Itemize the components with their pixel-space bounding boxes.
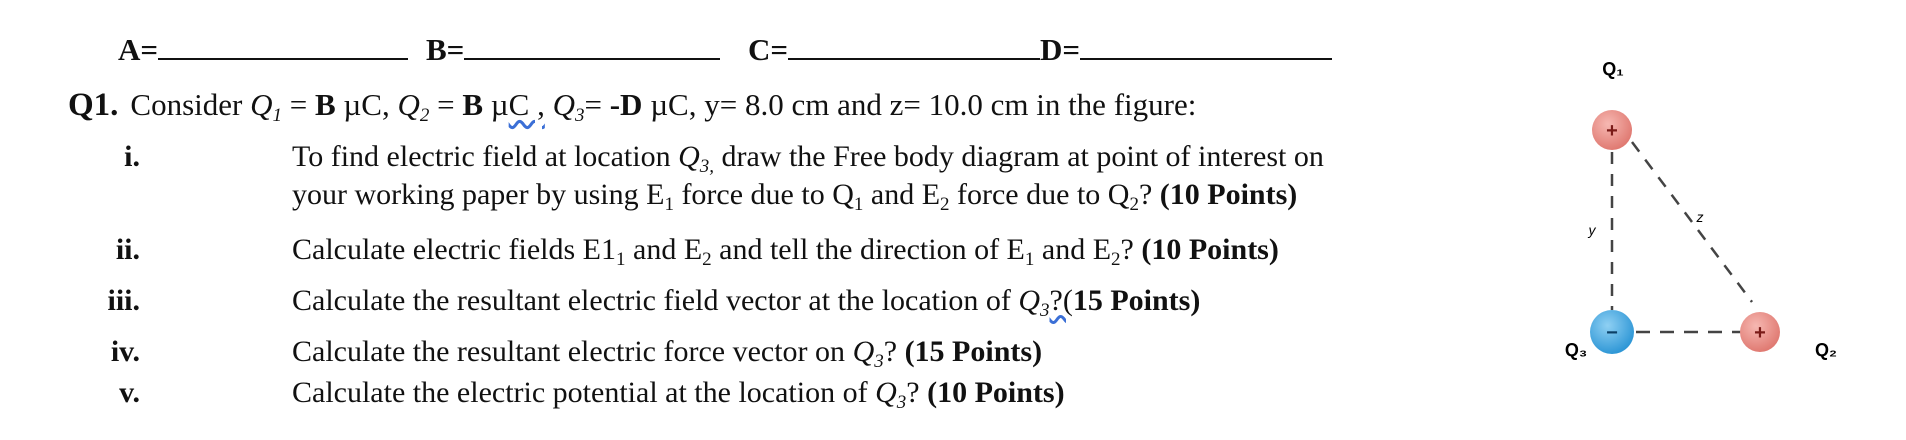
item-number: i.: [124, 140, 140, 173]
item-text: and E: [863, 178, 941, 211]
item-text-line: [292, 376, 1065, 414]
points-label: (10 Points): [1141, 233, 1279, 266]
q2-symbol: Q: [397, 87, 420, 122]
subscript: 2: [702, 249, 712, 270]
answer-c-label: C=: [748, 32, 789, 67]
answer-a: [118, 32, 408, 68]
q3-symbol: Q: [678, 140, 700, 173]
question-text: µC,: [335, 87, 398, 122]
spellcheck-underlined-text: C ,: [508, 87, 545, 122]
item-text: ?: [1120, 233, 1142, 266]
q3-symbol: Q: [852, 335, 875, 368]
q3-subscript: 3: [874, 351, 884, 372]
item-text: and tell the direction of E: [711, 233, 1025, 266]
item-text: Calculate electric fields E1: [292, 233, 617, 266]
q2-subscript: 2: [419, 105, 430, 126]
q3-subscript: 3: [574, 105, 585, 126]
item-text: force due to Q: [949, 178, 1130, 211]
item-text: and E: [1034, 233, 1112, 266]
q1-label: Q₁: [1602, 59, 1624, 79]
points-label: (10 Points): [927, 376, 1065, 409]
item-text: Calculate the resultant electric field vector at the location of: [292, 284, 1019, 317]
subscript: 1: [1024, 249, 1035, 270]
subscript: 2: [1111, 249, 1121, 270]
variable-b: B: [314, 87, 336, 122]
subscript: 1: [853, 194, 864, 215]
question-text: =: [282, 87, 315, 122]
subscript: 2: [940, 194, 950, 215]
subscript: 1: [616, 249, 626, 270]
question-statement: [68, 87, 1196, 127]
q3-symbol: Q: [875, 376, 897, 409]
item-text: force due to Q: [673, 178, 854, 211]
plus-icon: +: [1754, 322, 1766, 344]
item-number: ii.: [115, 233, 140, 266]
q3-subscript: 3,: [699, 156, 714, 177]
q3-subscript: 3: [1040, 300, 1050, 321]
answer-b-blank[interactable]: [464, 32, 720, 60]
answer-a-blank[interactable]: [158, 32, 408, 60]
q3-symbol: Q: [552, 87, 575, 122]
item-text: ?: [906, 376, 928, 409]
q1-subscript: 1: [272, 105, 282, 126]
q2-label: Q₂: [1815, 340, 1837, 360]
q3-subscript: 3: [896, 392, 907, 413]
answer-c: [748, 32, 1040, 68]
item-number: v.: [119, 376, 140, 409]
item-text-line: [292, 140, 1324, 178]
points-label: 15 Points): [1072, 284, 1201, 317]
variable-b: B: [462, 87, 484, 122]
item-text: ?: [883, 335, 905, 368]
plus-icon: +: [1606, 120, 1618, 142]
q2-charge: [1740, 312, 1780, 352]
question-number: Q1.: [68, 87, 119, 123]
question-text: Consider: [130, 87, 251, 122]
answer-b: [426, 32, 720, 68]
question-text: =: [429, 87, 463, 122]
question-text: [545, 87, 553, 122]
item-text-line: [292, 335, 1042, 373]
subscript: 1: [664, 194, 674, 215]
answer-d: [1040, 32, 1332, 68]
points-label: (10 Points): [1159, 178, 1298, 211]
item-number: iv.: [110, 335, 140, 368]
answer-d-blank[interactable]: [1080, 32, 1332, 60]
item-number: iii.: [107, 284, 140, 317]
item-text: Calculate the resultant electric force vector on: [292, 335, 853, 368]
item-text: ?(: [1049, 284, 1073, 317]
q3-label: Q₃: [1564, 340, 1588, 360]
question-text: µ: [483, 87, 509, 122]
answer-a-label: A=: [118, 32, 159, 67]
item-text-line: [292, 284, 1200, 322]
subscript: 2: [1129, 194, 1139, 215]
q1-charge: [1592, 110, 1632, 150]
y-label: y: [1588, 222, 1596, 238]
q3-charge: [1590, 310, 1634, 354]
z-label: z: [1696, 209, 1704, 225]
charge-diagram: [1530, 40, 1890, 400]
item-text: To find electric field at location: [292, 140, 679, 173]
item-text: draw the Free body diagram at point of interest on: [714, 140, 1324, 173]
item-text: Calculate the electric potential at the location of: [292, 376, 876, 409]
answer-d-label: D=: [1040, 32, 1081, 67]
item-text: ?: [1138, 178, 1160, 211]
item-text-line: [292, 233, 1279, 271]
question-text: µC, y= 8.0 cm and z= 10.0 cm in the figure:: [642, 87, 1197, 122]
q3-symbol: Q: [1018, 284, 1041, 317]
minus-icon: −: [1606, 322, 1618, 344]
points-label: (15 Points): [904, 335, 1043, 368]
q1-symbol: Q: [250, 87, 273, 122]
item-text-line: [292, 178, 1297, 216]
question-text: =: [584, 87, 610, 122]
z-side-dashed-line: [1632, 142, 1752, 302]
answer-c-blank[interactable]: [788, 32, 1040, 60]
item-text: your working paper by using E: [292, 178, 665, 211]
item-text: and E: [625, 233, 703, 266]
answer-b-label: B=: [426, 32, 465, 67]
variable-d: -D: [609, 87, 643, 122]
